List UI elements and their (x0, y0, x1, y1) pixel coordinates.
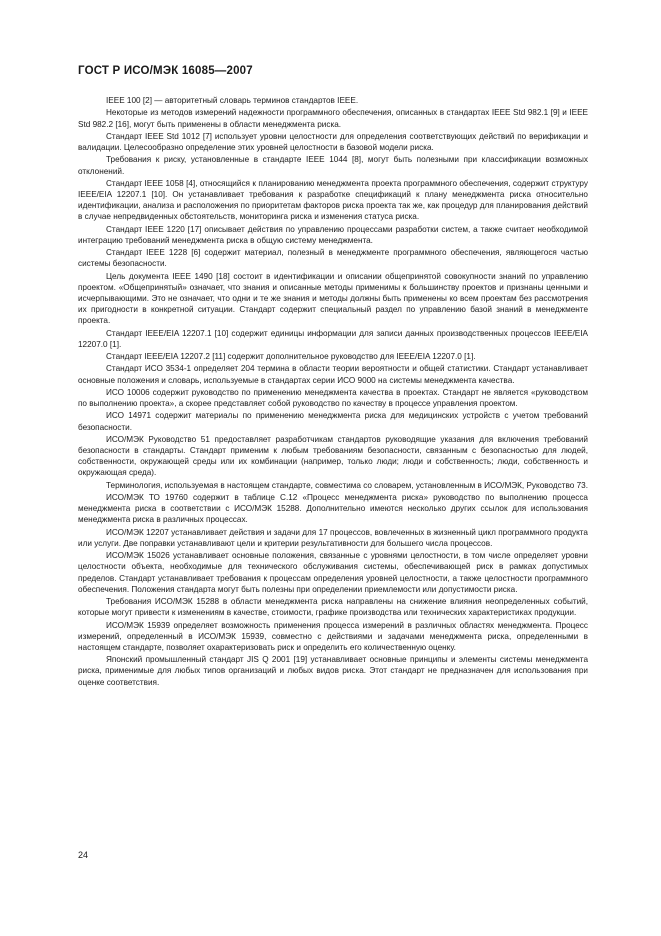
paragraph: Стандарт IEEE 1228 [6] содержит материал, полезный в менеджменте программного обеспечения, являющегося частью системы безопасности. (78, 248, 588, 269)
paragraph: ИСО/МЭК 15026 устанавливает основные положения, связанные с уровнями целостности, в том числе определяет уровни целостности объекта, необходимые для технического обслуживания системы, обеспечивающей риск в рамках допустимых пределов. Стандарт устанавливает требования к процессам определения уровней целостности, а также целостности программного обеспечения. Положения стандарта могут быть полезны при определении приемлемости или допустимости риска. (78, 551, 588, 594)
paragraph: ИСО 10006 содержит руководство по применению менеджмента качества в проектах. Стандарт не является «руководством по выполнению проекта», а скорее представляет собой руководство по качеству в процессе управления проектом. (78, 387, 588, 409)
paragraph: Некоторые из методов измерений надежности программного обеспечения, описанных в стандартах IEEE Std 982.1 [9] и IEEE Std 982.2 [16], могут быть применены в области менеджмента риска. (78, 108, 588, 129)
paragraph: Цель документа IEEE 1490 [18] состоит в идентификации и описании общепринятой совокупности знаний по управлению проектом. «Общепринятый» означает, что знания и описанные методы применимы к большинству проектов и признаны ценными и исчерпывающими. Это не означает, что одни и те же знания и методы должны быть применены ко всем проектам без рассмотрения их пригодности в конкретной ситуации. Стандарт содержит специальный раздел по управлению базой знаний в менеджменте проекта. (78, 271, 588, 326)
paragraph: Требования ИСО/МЭК 15288 в области менеджмента риска направлены на снижение влияния неопределенных событий, которые могут привести к изменениям в качестве, стоимости, графике производства или технических характеристиках продукции. (78, 597, 588, 618)
paragraph: ИСО/МЭК Руководство 51 предоставляет разработчикам стандартов руководящие указания для включения требований безопасности в стандарты. Стандарт применим к любым требованиям безопасности, связанным с безопасностью для людей, собственности, окружающей среды или их комбинации (например, только люди; люди и собственность; люди, собственность и окружающая среда). (78, 434, 588, 478)
paragraph: Японский промышленный стандарт JIS Q 2001 [19] устанавливает основные принципы и элементы системы менеджмента риска, применимые для любых типов организаций и любых видов риска. Этот стандарт не предназначен для использования при оценке соответствия. (78, 655, 588, 687)
paragraph: IEEE 100 [2] — авторитетный словарь терминов стандартов IEEE. (106, 96, 359, 105)
paragraph: Стандарт IEEE 1058 [4], относящийся к планированию менеджмента проекта программного обеспечения, содержит структуру IEEE/EIA 12207.1 [10]. Он устанавливает требования к разработке спецификаций к плану менеджмента риска относительно идентификации, анализа и расположения по приоритетам факторов риска проекта так же, как процедур для планирования действий в случае непредвиденных обстоятельств, мониторинга риска и изменения статуса риска. (78, 178, 588, 222)
paragraph: Стандарт IEEE/EIA 12207.2 [11] содержит дополнительное руководство для IEEE/EIA 12207.0 [1]. (106, 352, 476, 362)
paragraph: Стандарт IEEE 1220 [17] описывает действия по управлению процессами разработки систем, а также считает необходимой интеграцию требований менеджмента риска в общую систему менеджмента. (78, 224, 588, 245)
paragraph: Терминология, используемая в настоящем стандарте, совместима со словарем, установленным в ИСО/МЭК, Руководство 73. (106, 480, 588, 490)
paragraph: ИСО/МЭК ТО 19760 содержит в таблице С.12 «Процесс менеджмента риска» руководство по выполнению процесса менеджмента риска в соответствии с ИСО/МЭК 15288. Дополнительно имеются несколько других ссылок для использования менеджмента риска в различных процессах. (78, 493, 588, 525)
paragraph: ИСО/МЭК 15939 определяет возможность применения процесса измерений в различных областях менеджмента. Процесс измерений, определенный в ИСО/МЭК 15939, совместно с действиями и задачами менеджмента риска, определенными в настоящем стандарте, позволяет охарактеризовать риск и определить его количественную оценку. (78, 620, 588, 652)
page-number: 24 (78, 850, 89, 860)
paragraph: Стандарт IEEE Std 1012 [7] использует уровни целостности для определения соответствующих действий по верификации и валидации. Целесообразно определение этих уровней целостности в базовой модели риска. (78, 131, 588, 152)
paragraph: Требования к риску, установленные в стандарте IEEE 1044 [8], могут быть полезными при классификации возможных отклонений. (78, 155, 588, 176)
paragraph: Стандарт ИСО 3534-1 определяет 204 термина в области теории вероятности и общей статистики. Стандарт устанавливает основные положения и словарь, используемые в стандартах серии ИСО 9000 на системы менеджмента качества. (78, 364, 588, 385)
paragraph: ИСО 14971 содержит материалы по применению менеджмента риска для медицинских устройств с учетом требований безопасности. (78, 411, 588, 432)
document-header: ГОСТ Р ИСО/МЭК 16085—2007 (78, 65, 253, 77)
body-text (78, 95, 588, 689)
paragraph: ИСО/МЭК 12207 устанавливает действия и задачи для 17 процессов, вовлеченных в жизненный цикл программного продукта или услуги. Две поправки устанавливают цели и критерии результативности для большего числа процессов. (78, 527, 588, 548)
paragraph: Стандарт IEEE/EIA 12207.1 [10] содержит единицы информации для записи данных производственных процессов IEEE/EIA 12207.0 [1]. (78, 328, 588, 349)
